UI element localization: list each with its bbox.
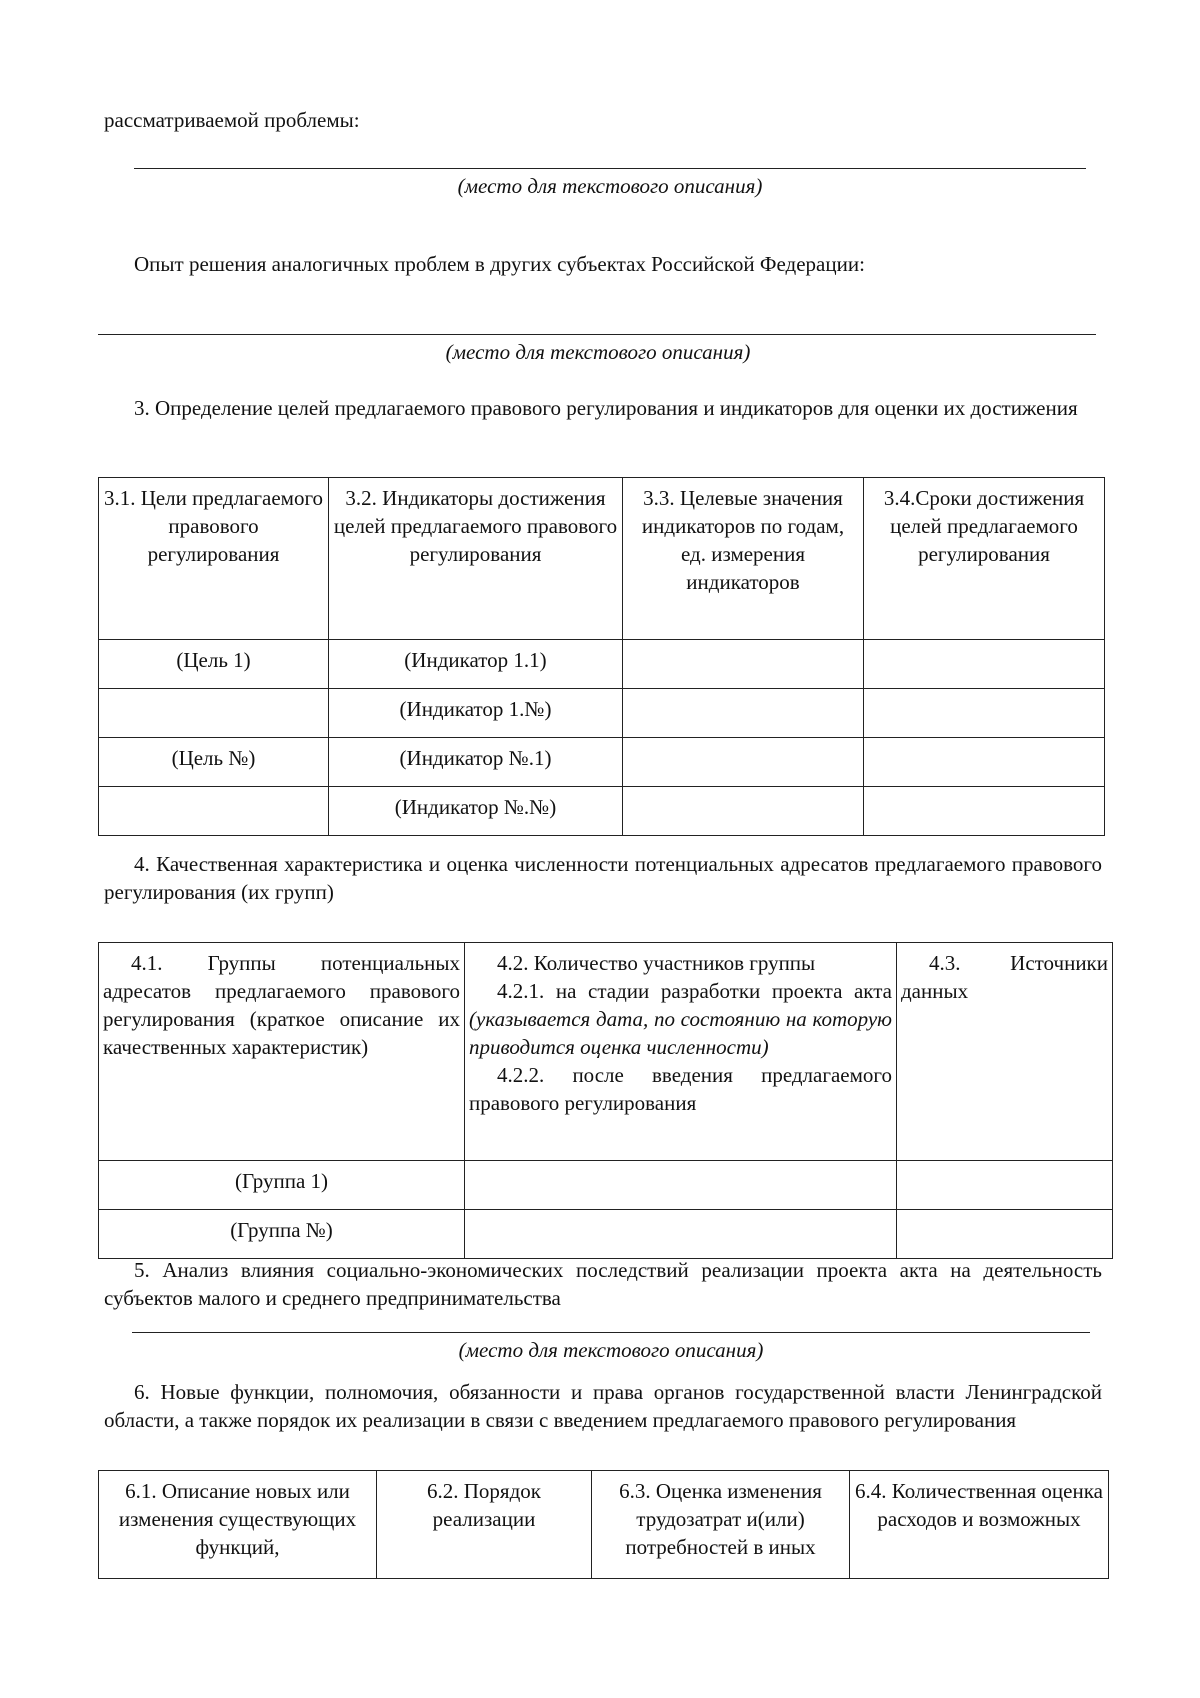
section-3-heading: 3. Определение целей предлагаемого правового регулирования и индикаторов для оценки их достижения	[134, 396, 1078, 420]
placeholder-caption-1: (место для текстового описания)	[457, 174, 763, 198]
functions-header-cell: 6.2. Порядок реализации	[377, 1471, 592, 1579]
goal-cell	[99, 689, 329, 738]
goals-header-cell: 3.3. Целевые значения индикаторов по годам, ед. измерения индикаторов	[623, 478, 864, 640]
section-4-heading: 4. Качественная характеристика и оценка численности потенциальных адресатов предлагаемого правового регулирования (их групп)	[104, 852, 1102, 904]
section-5-heading: 5. Анализ влияния социально-экономических последствий реализации проекта акта на деятельность субъектов малого и среднего предпринимательства	[104, 1258, 1102, 1310]
underline-field-2	[98, 334, 1096, 335]
table-row	[99, 738, 1105, 787]
table-row	[99, 787, 1105, 836]
group-cell: (Группа 1)	[99, 1161, 465, 1210]
count-header-stage-development-text: 4.2.1. на стадии разработки проекта акта	[497, 979, 892, 1003]
functions-header-cell: 6.1. Описание новых или изменения существующих функций,	[99, 1471, 377, 1579]
addressees-header-count	[465, 943, 897, 1161]
addressees-table-header-row	[99, 943, 1113, 1161]
table-row	[99, 1210, 1113, 1259]
problem-text-tail: рассматриваемой проблемы:	[104, 108, 360, 132]
addressees-header-sources: 4.3. Источники данных	[897, 943, 1113, 1161]
functions-header-cell: 6.3. Оценка изменения трудозатрат и(или) потребностей в иных	[592, 1471, 850, 1579]
table-row	[99, 689, 1105, 738]
goal-cell: (Цель 1)	[99, 640, 329, 689]
functions-table-header-row	[99, 1471, 1109, 1579]
functions-header-cell: 6.4. Количественная оценка расходов и возможных	[850, 1471, 1109, 1579]
deadline-cell	[864, 738, 1105, 787]
functions-table	[98, 1470, 1109, 1579]
target-value-cell	[623, 787, 864, 836]
addressees-table	[98, 942, 1113, 1259]
table-row	[99, 640, 1105, 689]
table-row	[99, 1161, 1113, 1210]
count-header-stage-development	[469, 977, 892, 1061]
count-header-title: 4.2. Количество участников группы	[497, 951, 816, 975]
target-value-cell	[623, 738, 864, 787]
placeholder-caption-3: (место для текстового описания)	[458, 1338, 764, 1362]
indicator-cell: (Индикатор 1.1)	[329, 640, 623, 689]
experience-text: Опыт решения аналогичных проблем в других субъектах Российской Федерации:	[134, 252, 865, 276]
goals-table	[98, 477, 1105, 836]
target-value-cell	[623, 689, 864, 738]
goal-cell	[99, 787, 329, 836]
underline-field-3	[132, 1332, 1090, 1333]
group-source-cell	[897, 1161, 1113, 1210]
goals-header-cell: 3.2. Индикаторы достижения целей предлагаемого правового регулирования	[329, 478, 623, 640]
group-count-cell	[465, 1161, 897, 1210]
group-source-cell	[897, 1210, 1113, 1259]
count-header-after-introduction: 4.2.2. после введения предлагаемого правового регулирования	[469, 1063, 892, 1115]
goals-header-cell: 3.1. Цели предлагаемого правового регулирования	[99, 478, 329, 640]
indicator-cell: (Индикатор 1.№)	[329, 689, 623, 738]
indicator-cell: (Индикатор №.1)	[329, 738, 623, 787]
placeholder-caption-2: (место для текстового описания)	[445, 340, 751, 364]
target-value-cell	[623, 640, 864, 689]
deadline-cell	[864, 787, 1105, 836]
goals-header-cell: 3.4.Сроки достижения целей предлагаемого регулирования	[864, 478, 1105, 640]
deadline-cell	[864, 689, 1105, 738]
underline-field-1	[134, 168, 1086, 169]
group-count-cell	[465, 1210, 897, 1259]
addressees-header-groups: 4.1. Группы потенциальных адресатов предлагаемого правового регулирования (краткое описание их качественных характеристик)	[99, 943, 465, 1161]
count-header-date-note: (указывается дата, по состоянию на которую приводится оценка численности)	[469, 1007, 892, 1059]
goals-table-header-row	[99, 478, 1105, 640]
deadline-cell	[864, 640, 1105, 689]
indicator-cell: (Индикатор №.№)	[329, 787, 623, 836]
section-6-heading: 6. Новые функции, полномочия, обязанности и права органов государственной власти Ленинградской области, а также порядок их реализации в связи с введением предлагаемого правового регулирования	[104, 1380, 1102, 1432]
goal-cell: (Цель №)	[99, 738, 329, 787]
group-cell: (Группа №)	[99, 1210, 465, 1259]
